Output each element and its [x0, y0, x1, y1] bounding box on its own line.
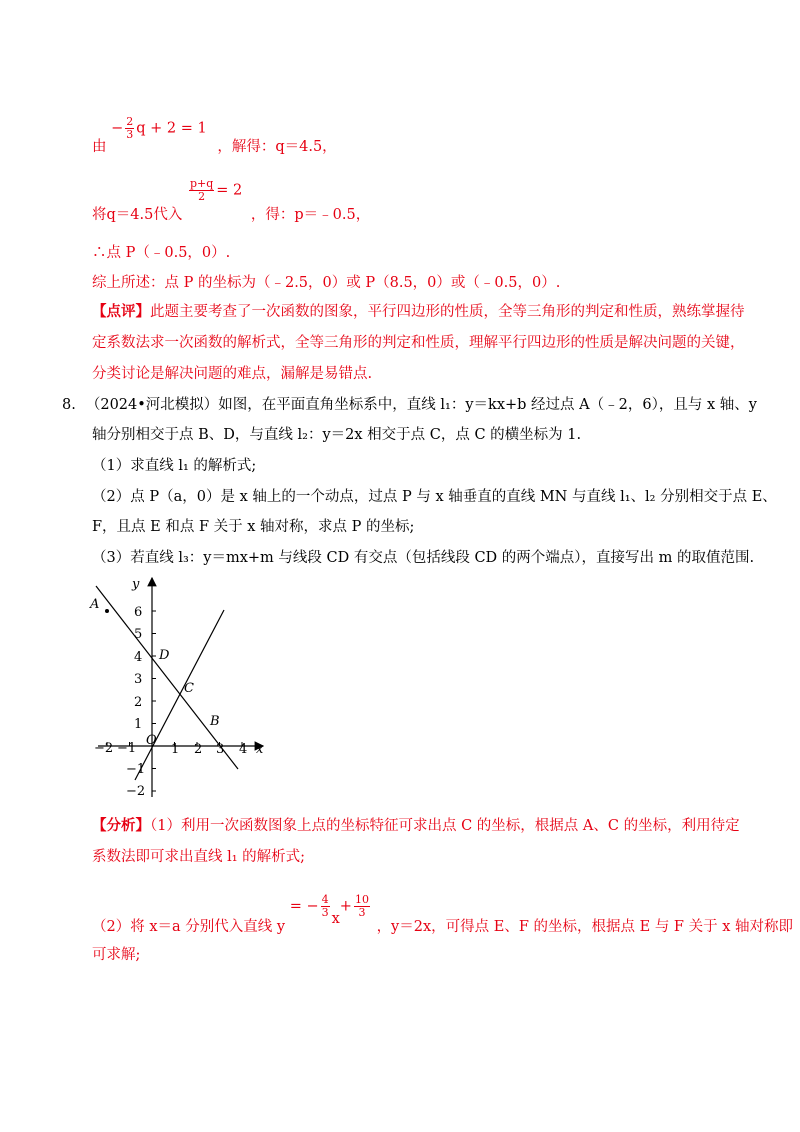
x-tick-1: 1 — [171, 742, 180, 757]
text-you: 由 — [92, 138, 107, 155]
origin-label: O — [146, 733, 157, 748]
y-tick-2: 2 — [134, 695, 143, 710]
equation-q: − $\frac{2}{3}$ q + 2 = 1 — [111, 115, 207, 141]
equation-l1: = − $\frac{4}{3}$ x+ $\frac{10}{3}$ — [289, 893, 369, 927]
x-tick-2: 2 — [194, 742, 203, 757]
coordinate-graph — [88, 572, 278, 802]
solution-line-p: 将q＝4.5代入 $\frac{p+q}{2}$ = 2 ，得：p＝﹣0.5， — [92, 177, 371, 223]
solution-summary: 综上所述：点 P 的坐标为（﹣2.5，0）或 P（8.5，0）或（﹣0.5，0）. — [92, 275, 561, 291]
solution-line-q: 由 − $\frac{2}{3}$ q + 2 = 1 ，解得：q＝4.5， — [92, 115, 337, 155]
point-a-label: A — [90, 597, 100, 612]
analysis-line-2: 系数法即可求出直线 l₁ 的解析式; — [92, 849, 306, 865]
problem-line-2: 轴分别相交于点 B、D，与直线 l₂：y＝2x 相交于点 C，点 C 的横坐标为 1. — [92, 427, 582, 443]
comment-line-2: 定系数法求一次函数的解析式，全等三角形的判定和性质，理解平行四边形的性质是解决问题的关键， — [92, 335, 745, 351]
analysis-line-4: 可求解; — [92, 947, 141, 963]
question-2-line-1: （2）点 P（a，0）是 x 轴上的一个动点，过点 P 与 x 轴垂直的直线 MN 与直线 l₁、l₂ 分别相交于点 E、 — [92, 489, 777, 505]
y-tick-minus-2: −2 — [126, 784, 146, 799]
y-tick-3: 3 — [134, 672, 143, 687]
x-tick-minus-1: −1 — [117, 741, 137, 756]
analysis-line-3: （2）将 x＝a 分别代入直线 y = − $\frac{4}{3}$ x+ $\frac{10}{3}$ ，y＝2x，可得点 E、F 的坐标，根据点 E 与 F 关于 x 轴对称即 — [92, 893, 793, 935]
comment-line-3: 分类讨论是解决问题的难点，漏解是易错点. — [92, 366, 373, 382]
y-axis-label: y — [132, 577, 140, 592]
point-c-label: C — [184, 681, 194, 696]
y-tick-6: 6 — [134, 605, 143, 620]
fraction-two-thirds: $\frac{2}{3}$ — [126, 115, 134, 141]
question-3: （3）若直线 l₃：y＝mx+m 与线段 CD 有交点（包括线段 CD 的两个端点），直接写出 m 的取值范围. — [92, 550, 755, 566]
solution-point-p: ∴点 P（﹣0.5，0）. — [92, 245, 231, 261]
y-tick-minus-1: −1 — [126, 762, 146, 777]
problem-line-1: 8. （2024•河北模拟）如图，在平面直角坐标系中，直线 l₁：y＝kx+b 经过点 A（﹣2，6），且与 x 轴、y — [62, 397, 757, 413]
point-b-label: B — [210, 714, 220, 729]
x-tick-minus-2: −2 — [94, 741, 114, 756]
x-axis-label: x — [256, 742, 264, 757]
question-1: （1）求直线 l₁ 的解析式; — [92, 458, 257, 474]
analysis-line-1: 【分析】（1）利用一次函数图象上点的坐标特征可求出点 C 的坐标，根据点 A、C 的坐标，利用待定 — [92, 817, 740, 834]
question-2-line-2: F，且点 E 和点 F 关于 x 轴对称，求点 P 的坐标; — [92, 519, 415, 535]
point-d-label: D — [159, 648, 170, 663]
equation-p-q: $\frac{p+q}{2}$ = 2 — [189, 177, 243, 203]
point-a-dot — [105, 609, 109, 613]
comment-line-1: 【点评】此题主要考查了一次函数的图象，平行四边形的性质，全等三角形的判定和性质，熟练掌握待 — [92, 303, 745, 320]
y-tick-1: 1 — [134, 717, 143, 732]
line-l2 — [135, 610, 224, 780]
x-tick-4: 4 — [239, 742, 248, 757]
y-tick-5: 5 — [134, 627, 143, 642]
y-tick-4: 4 — [134, 650, 143, 665]
x-tick-3: 3 — [216, 742, 225, 757]
